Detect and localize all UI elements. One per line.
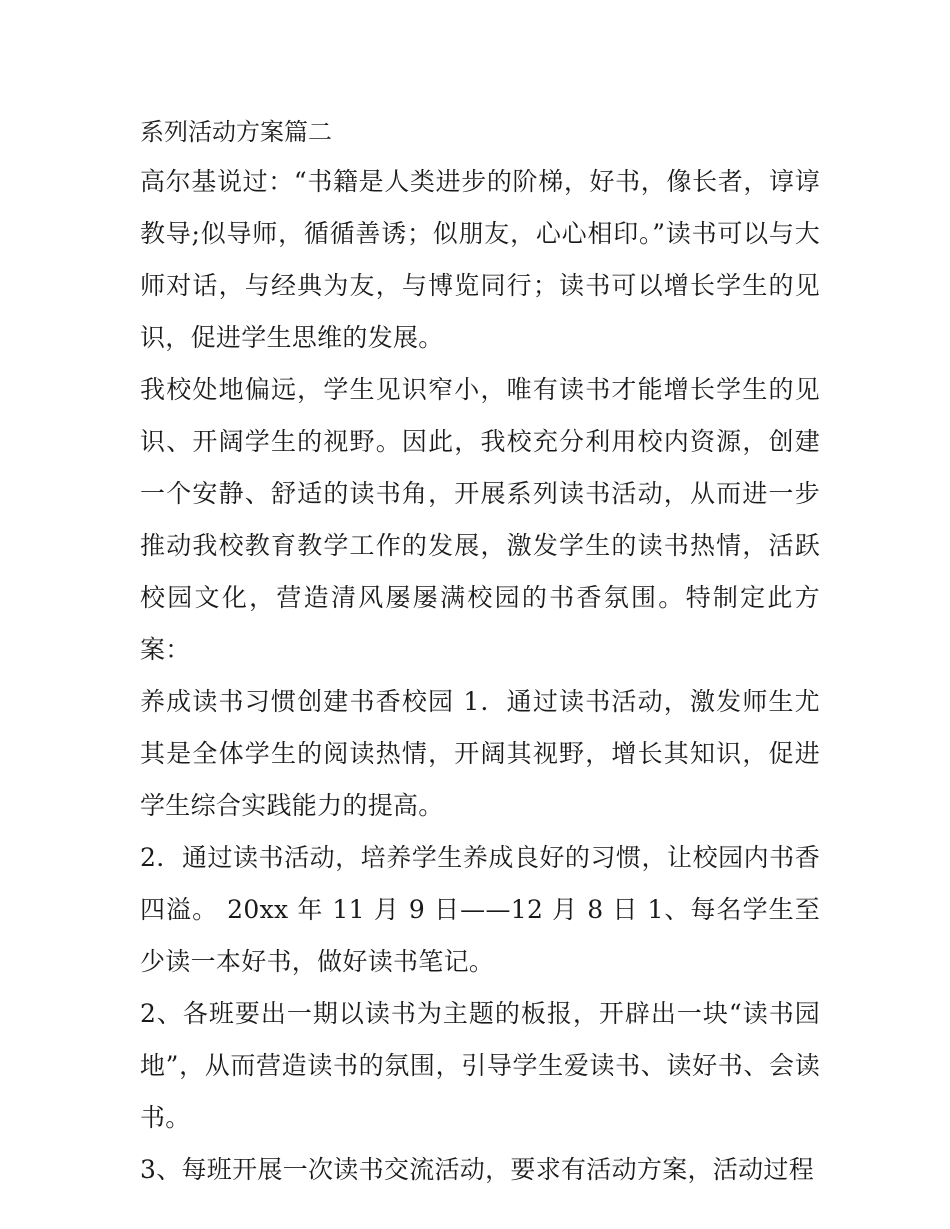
paragraph-background: 我校处地偏远，学生见识窄小，唯有读书才能增长学生的见识、开阔学生的视野。因此，我校充分利用校内资源，创建一个安静、舒适的读书角，开展系列读书活动，从而进一步推动我校教育教学工作的发展，激发学生的读书热情，活跃校园文化，营造清风屡屡满校园的书香氛围。特制定此方案： (140, 375, 820, 664)
document-body (140, 108, 820, 1196)
section-title: 系列活动方案篇二 (140, 118, 332, 146)
paragraph-gorky-quote: 高尔基说过：“书籍是人类进步的阶梯，好书，像长者，谆谆教导;似导师，循循善诱；似朋友，心心相印。”读书可以与大师对话，与经典为友，与博览同行；读书可以增长学生的见识，促进学生思维的发展。 (140, 167, 820, 352)
paragraph-activity-3: 3、每班开展一次读书交流活动，要求有活动方案，活动过程 (140, 1155, 815, 1184)
paragraph-goal-2: 2．通过读书活动，培养学生养成良好的习惯，让校园内书香四溢。 20xx 年 11 月 9 日——12 月 8 日 1、每名学生至少读一本好书，做好读书笔记。 (140, 843, 820, 976)
paragraph-goal-1: 养成读书习惯创建书香校园 1．通过读书活动，激发师生尤其是全体学生的阅读热情，开阔其视野，增长其知识，促进学生综合实践能力的提高。 (140, 687, 820, 820)
paragraph-activity-2: 2、各班要出一期以读书为主题的板报，开辟出一块“读书园地”，从而营造读书的氛围，引导学生爱读书、读好书、会读书。 (140, 999, 820, 1132)
